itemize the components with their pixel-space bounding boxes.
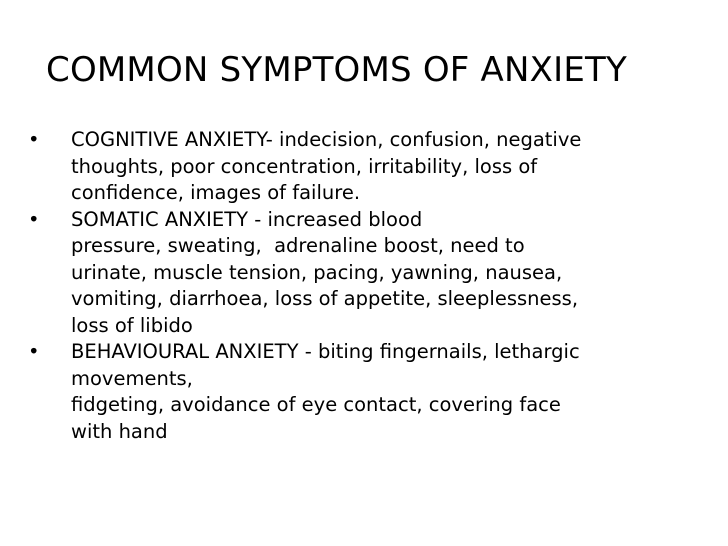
bullet-text-line: urinate, muscle tension, pacing, yawning, nausea, <box>71 260 563 284</box>
bullet-dot-icon: • <box>28 128 40 151</box>
bullet-item-behavioural <box>28 339 688 445</box>
slide-title: COMMON SYMPTOMS OF ANXIETY <box>46 50 627 90</box>
bullet-dot-icon: • <box>28 340 40 363</box>
bullet-text-line: movements, <box>71 366 193 390</box>
bullet-dot-icon: • <box>28 207 40 231</box>
bullet-text-line: fidgeting, avoidance of eye contact, covering face <box>71 393 561 416</box>
bullet-text-line: COGNITIVE ANXIETY- indecision, confusion, negative <box>71 128 582 151</box>
bullet-text-line: BEHAVIOURAL ANXIETY - biting fingernails, lethargic <box>71 340 580 363</box>
bullet-text-line: thoughts, poor concentration, irritability, loss of <box>71 154 538 178</box>
bullet-text-line: SOMATIC ANXIETY - increased blood <box>71 207 423 231</box>
bullet-text-line: loss of libido <box>71 313 193 337</box>
bullet-item-cognitive <box>28 127 688 207</box>
bullet-list <box>28 127 688 445</box>
bullet-text-line: confidence, images of failure. <box>71 181 361 204</box>
bullet-text-line: with hand <box>71 419 168 443</box>
bullet-text-line: pressure, sweating, adrenaline boost, need to <box>71 234 525 257</box>
bullet-item-somatic <box>28 207 688 340</box>
bullet-text-line: vomiting, diarrhoea, loss of appetite, sleeplessness, <box>71 287 579 310</box>
